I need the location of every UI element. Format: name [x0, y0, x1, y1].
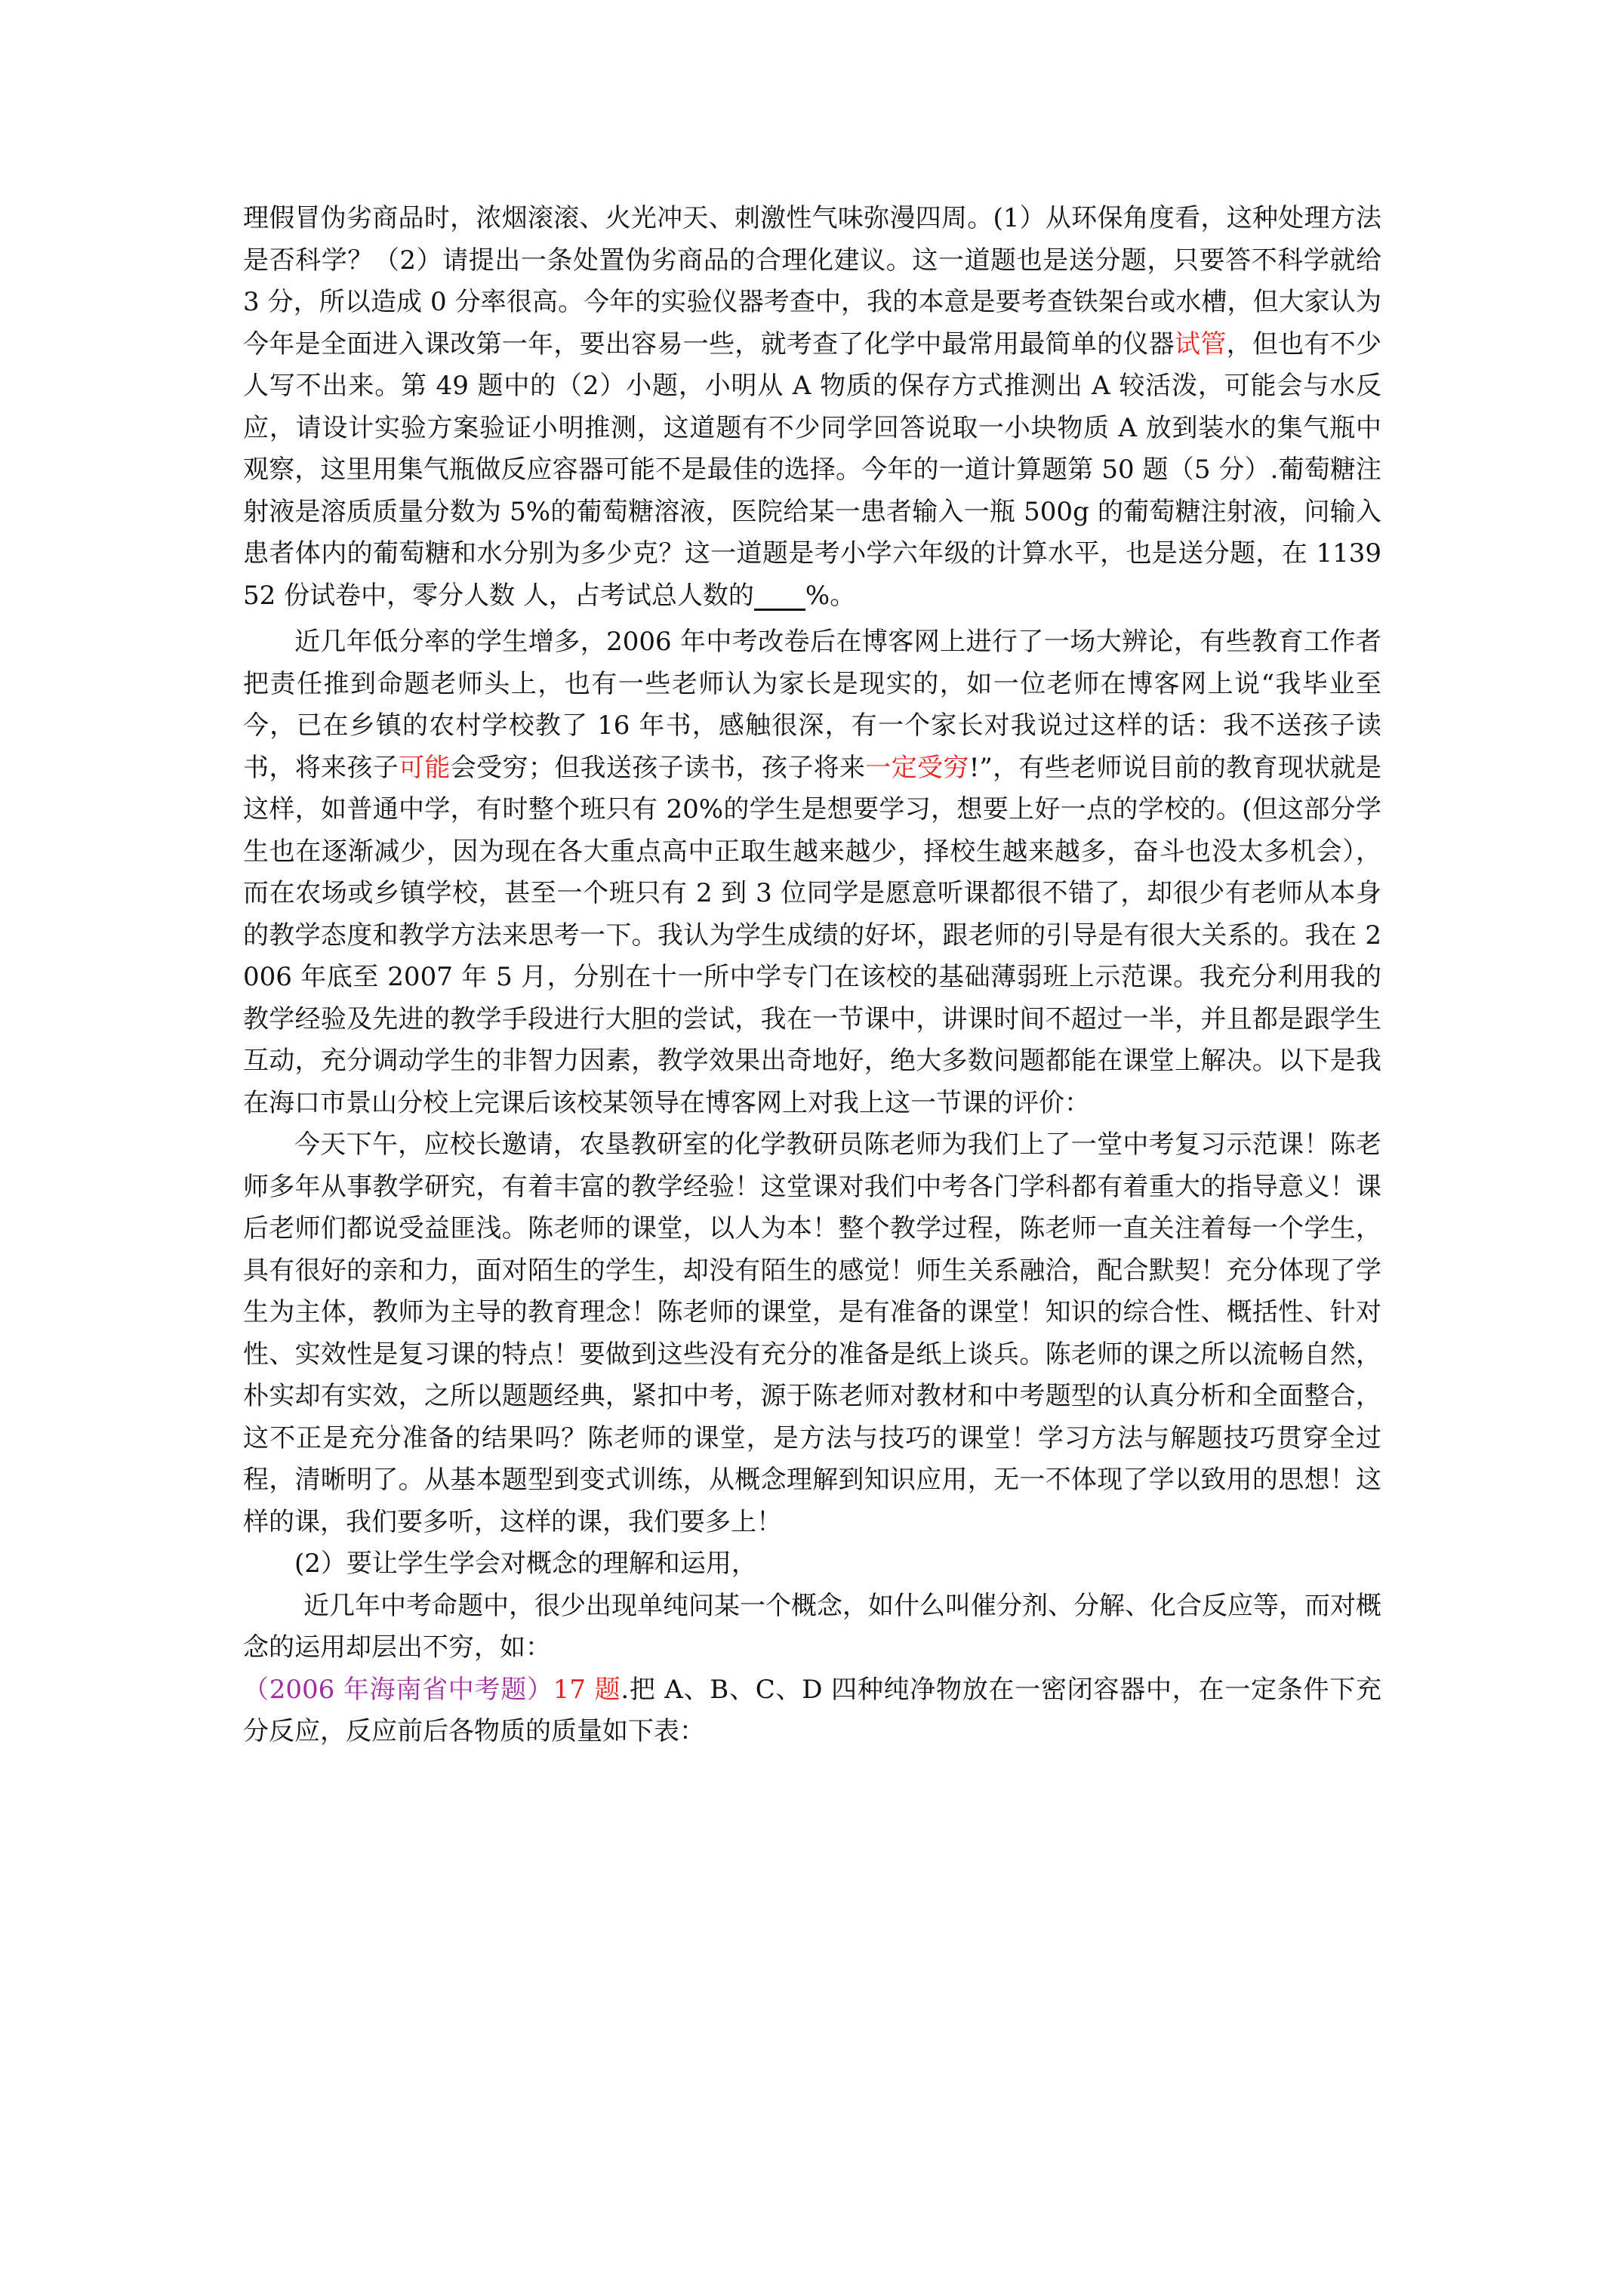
paragraph-exam-analysis — [243, 198, 1381, 617]
question-text: .把 A、B、C、D 四种纯净物放在一密闭容器中，在一定条件下充分反应，反应前后各物质的质量如下表： — [243, 1674, 1381, 1746]
paragraph-low-score-debate — [243, 621, 1381, 1124]
fill-blank — [754, 583, 805, 611]
highlight-maybe: 可能 — [399, 752, 451, 783]
question-number: 17 题 — [553, 1674, 621, 1705]
paragraph-exam-question — [243, 1669, 1381, 1753]
paragraph-text: ，但也有不少人写不出来。第 49 题中的（2）小题，小明从 A 物质的保存方式推测出 A 较活泼，可能会与水反应，请设计实验方案验证小明推测，这道题有不少同学回答说取一小块物质 A 放到装水的集气瓶中观察，这里用集气瓶做反应容器可能不是最佳的选择。今年的一道计算题第 50 题（5 分）.葡萄糖注射液是溶质质量分数为 5%的葡萄糖溶液，医院给某一患者输入一瓶 500g 的葡萄糖注射液，问输入患者体内的葡萄糖和水分别为多少克？这一道题是考小学六年级的计算水平，也是送分题，在 113952 份试卷中，零分人数 人，占考试总人数的 — [243, 328, 1382, 611]
question-source: （2006 年海南省中考题） — [243, 1674, 553, 1705]
paragraph-text: 会受穷；但我送孩子读书，孩子将来 — [450, 752, 866, 783]
document-page — [243, 198, 1381, 1753]
paragraph-lesson-review: 今天下午，应校长邀请，农垦教研室的化学教研员陈老师为我们上了一堂中考复习示范课！陈老师多年从事教学研究，有着丰富的教学经验！这堂课对我们中考各门学科都有着重大的指导意义！课后老师们都说受益匪浅。陈老师的课堂，以人为本！整个教学过程，陈老师一直关注着每一个学生，具有很好的亲和力，面对陌生的学生，却没有陌生的感觉！师生关系融洽，配合默契！充分体现了学生为主体，教师为主导的教育理念！陈老师的课堂，是有准备的课堂！知识的综合性、概括性、针对性、实效性是复习课的特点！要做到这些没有充分的准备是纸上谈兵。陈老师的课之所以流畅自然，朴实却有实效，之所以题题经典，紧扣中考，源于陈老师对教材和中考题型的认真分析和全面整合，这不正是充分准备的结果吗？陈老师的课堂，是方法与技巧的课堂！学习方法与解题技巧贯穿全过程，清晰明了。从基本题型到变式训练，从概念理解到知识应用，无一不体现了学以致用的思想！这样的课，我们要多听，这样的课，我们要多上！ — [243, 1130, 1381, 1537]
paragraph-text: 理假冒伪劣商品时，浓烟滚滚、火光冲天、刺激性气味弥漫四周。(1）从环保角度看，这种处理方法是否科学？（2）请提出一条处置伪劣商品的合理化建议。这一道题也是送分题，只要答不科学就给 3 分，所以造成 0 分率很高。今年的实验仪器考查中，我的本意是要考查铁架台或水槽，但大家认为今年是全面进入课改第一年，要出容易一些，就考查了化学中最常用最简单的仪器 — [243, 203, 1381, 359]
paragraph-text: 近几年低分率的学生增多，2006 年中考改卷后在博客网上进行了一场大辨论，有些教育工作者把责任推到命题老师头上，也有一些老师认为家长是现实的，如一位老师在博客网上说“我毕业至今，已在乡镇的农村学校教了 16 年书，感触很深，有一个家长对我说过这样的话：我不送孩子读书，将来孩子 — [243, 627, 1381, 783]
paragraph-concept-usage: 近几年中考命题中，很少出现单纯问某一个概念，如什么叫催分剂、分解、化合反应等，而对概念的运用却层出不穷，如： — [243, 1590, 1381, 1663]
paragraph-text: !”，有些老师说目前的教育现状就是这样，如普通中学，有时整个班只有 20%的学生是想要学习，想要上好一点的学校的。(但这部分学生也在逐渐减少，因为现在各大重点高中正取生越来越少，择校生越来越多，奋斗也没太多机会），而在农场或乡镇学校，甚至一个班只有 2 到 3 位同学是愿意听课都很不错了，却很少有老师从本身的教学态度和教学方法来思考一下。我认为学生成绩的好坏，跟老师的引导是有很大关系的。我在 2006 年底至 2007 年 5 月，分别在十一所中学专门在该校的基础薄弱班上示范课。我充分利用我的教学经验及先进的教学手段进行大胆的尝试，我在一节课中，讲课时间不超过一半，并且都是跟学生互动，充分调动学生的非智力因素，教学效果出奇地好，绝大多数问题都能在课堂上解决。以下是我在海口市景山分校上完课后该校某领导在博客网上对我上这一节课的评价： — [243, 752, 1382, 1118]
paragraph-concept-heading: (2）要让学生学会对概念的理解和运用， — [294, 1549, 757, 1579]
highlight-certainly-poor: 一定受穷 — [865, 752, 969, 783]
paragraph-text: %。 — [805, 580, 856, 611]
highlight-test-tube: 试管 — [1175, 328, 1227, 359]
